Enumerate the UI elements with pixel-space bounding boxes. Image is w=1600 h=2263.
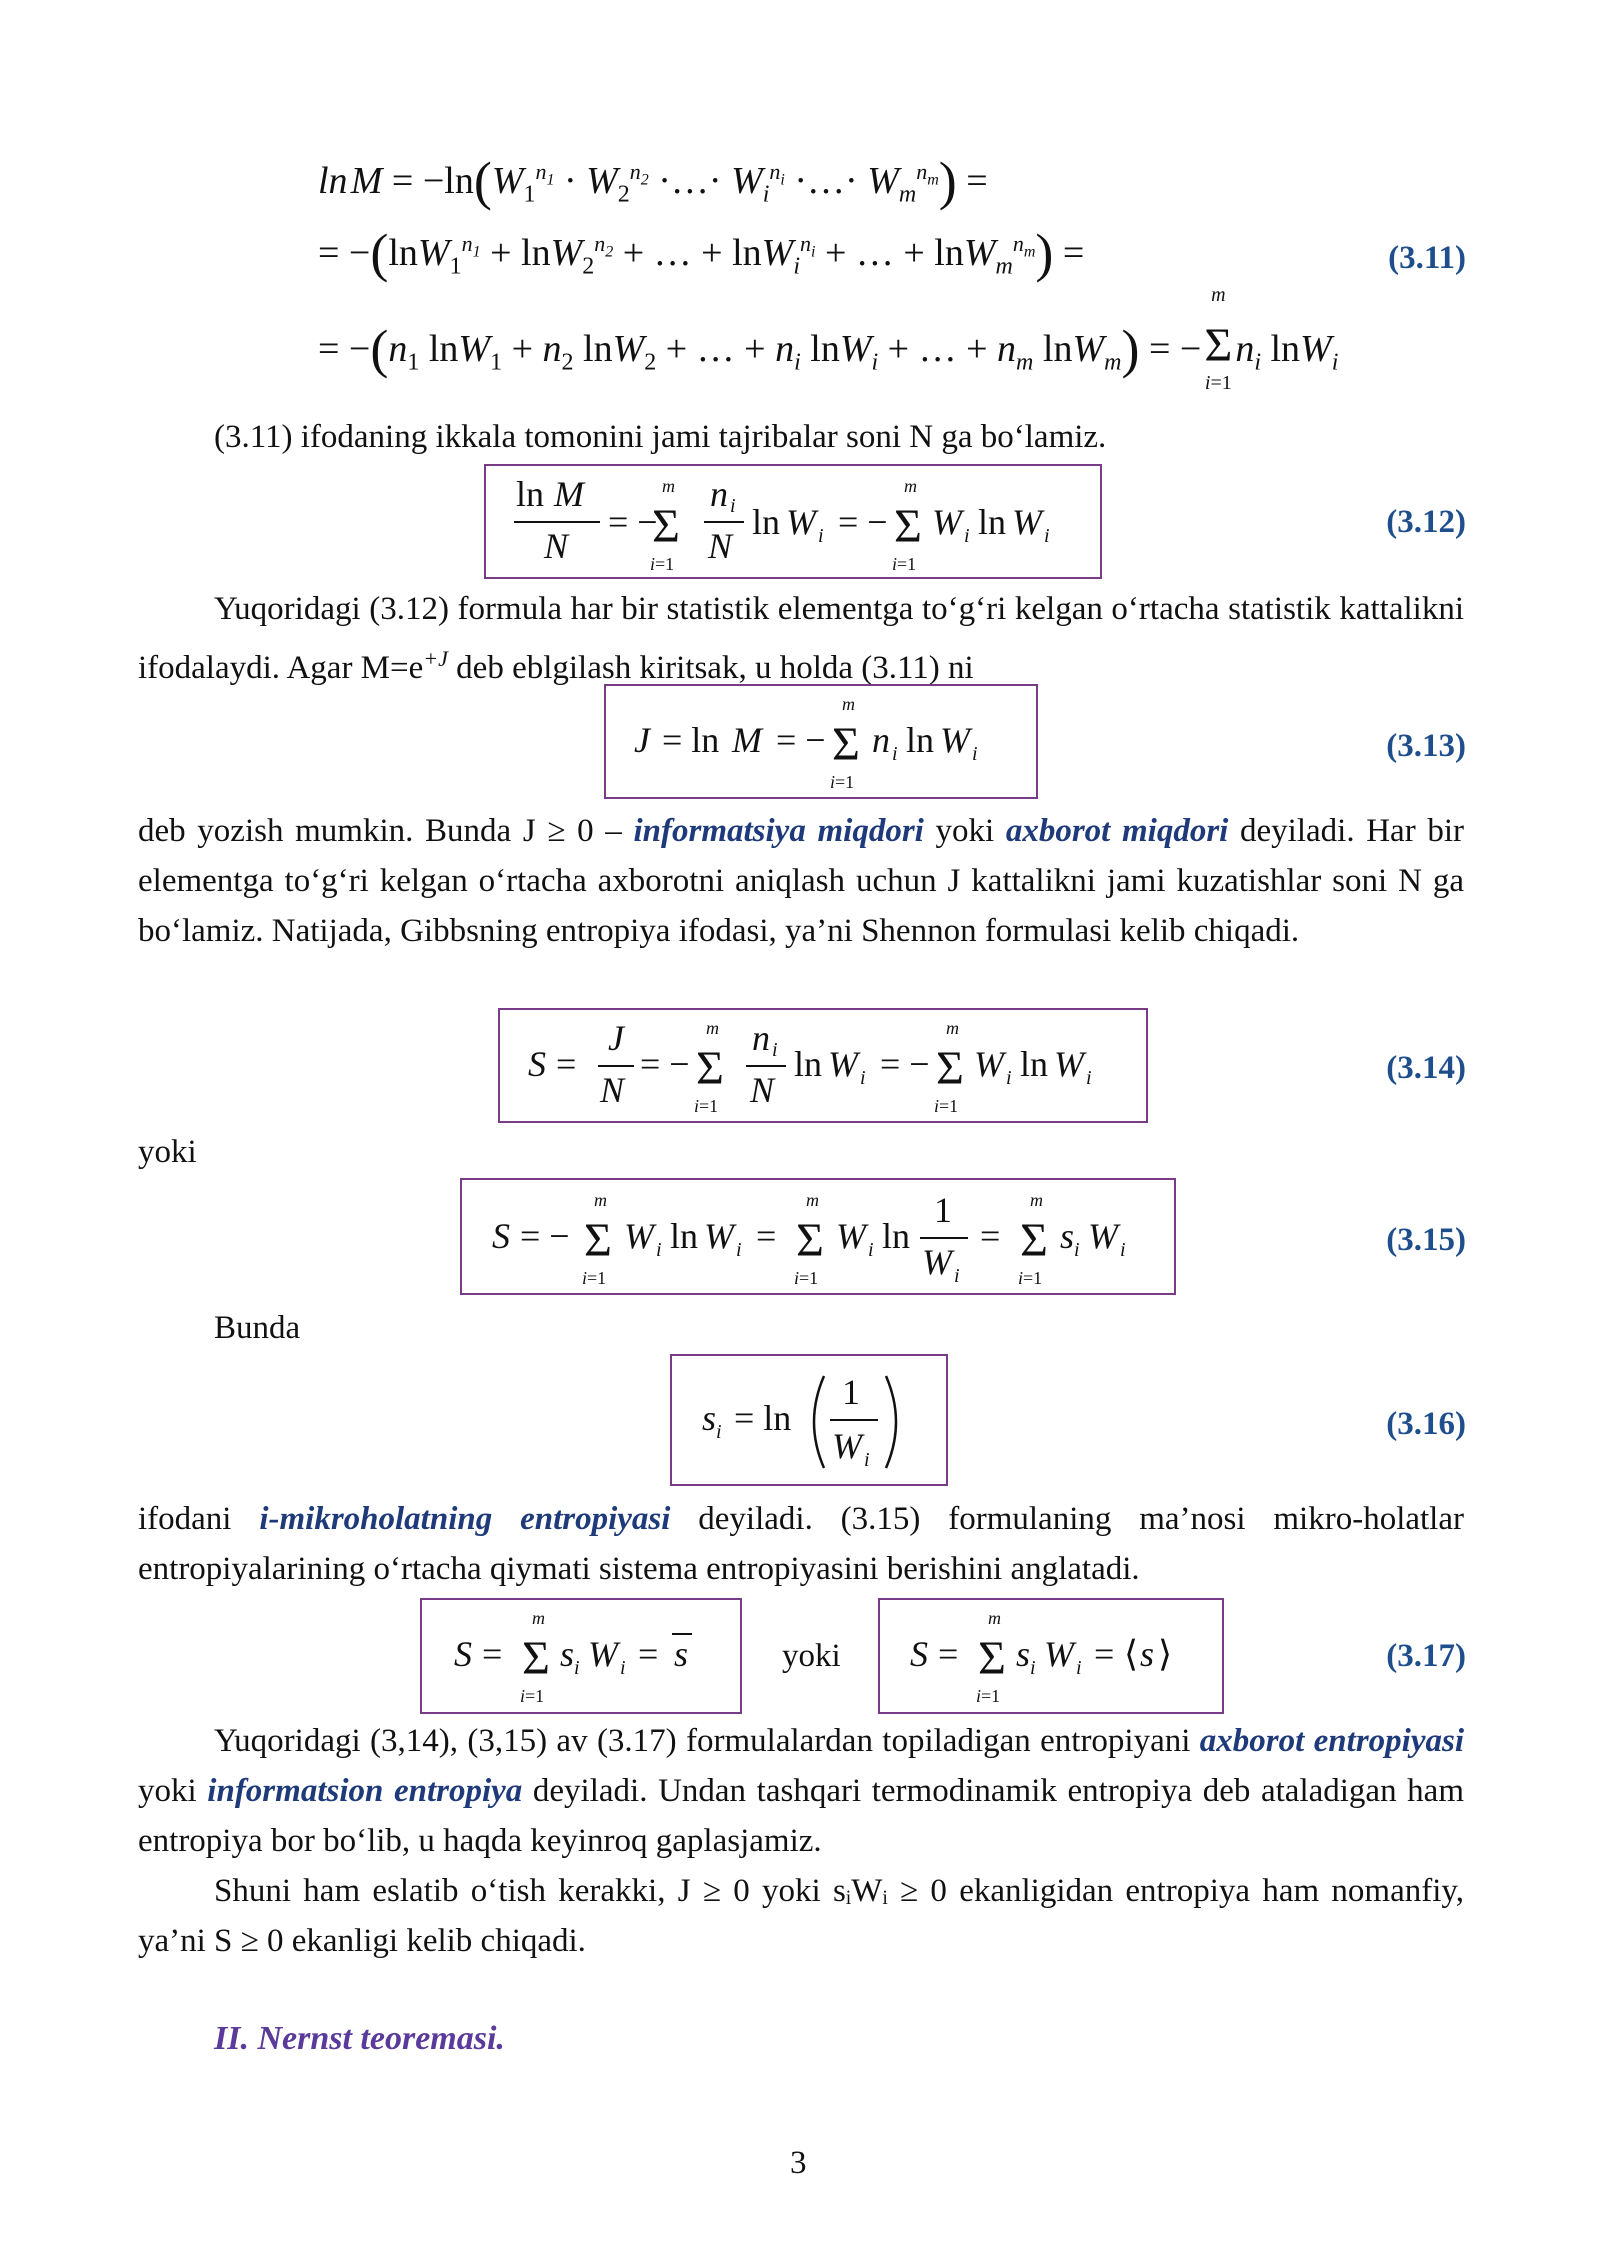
svg-text:i: i <box>716 1421 722 1443</box>
svg-text:m: m <box>532 1608 545 1628</box>
svg-text:=: = <box>938 1634 959 1674</box>
svg-text:= −: = − <box>838 502 888 542</box>
svg-text:= −: = − <box>880 1044 930 1084</box>
svg-text:ln: ln <box>1020 1044 1049 1084</box>
svg-text:S: S <box>910 1634 928 1674</box>
svg-text:m: m <box>842 694 855 714</box>
word-bunda: Bunda <box>214 1310 301 1346</box>
svg-text:i: i <box>1044 525 1050 547</box>
svg-text:i: i <box>1086 1067 1092 1089</box>
svg-text:Σ: Σ <box>796 1214 824 1267</box>
svg-text:J: J <box>634 720 650 760</box>
equation-3-13 <box>632 690 1022 805</box>
svg-text:S: S <box>492 1216 510 1256</box>
equation-number-3-14: (3.14) <box>1386 1050 1466 1086</box>
svg-text:W: W <box>1012 502 1042 542</box>
svg-text:n: n <box>710 474 728 514</box>
svg-text:m: m <box>806 1190 819 1210</box>
svg-text:ln: ln <box>882 1216 911 1256</box>
svg-text:W: W <box>828 1044 858 1084</box>
svg-text:ln: ln <box>752 502 781 542</box>
svg-text:i=1: i=1 <box>794 1268 819 1288</box>
svg-text:i: i <box>1030 1657 1036 1679</box>
word-yoki: yoki <box>138 1134 197 1170</box>
svg-text:W: W <box>836 1216 866 1256</box>
svg-text:i=1: i=1 <box>1018 1268 1043 1288</box>
svg-text:i: i <box>772 1039 778 1061</box>
equation-3-16 <box>700 1362 930 1492</box>
equation-3-14 <box>526 1014 1126 1129</box>
svg-text:i: i <box>972 743 978 765</box>
equation-number-3-15: (3.15) <box>1386 1222 1466 1258</box>
svg-text:Σ: Σ <box>894 500 922 553</box>
paragraph-nonnegative-entropy: Shuni ham eslatib o‘tish kerakki, J ≥ 0 yoki sᵢWᵢ ≥ 0 ekanligidan entropiya ham nomanfiy, ya’ni S ≥ 0 ekanligi kelib chiqadi. <box>138 1873 1464 1959</box>
paragraph-formula-3-12-meaning: Yuqoridagi (3.12) formula har bir statistik elementga to‘g‘ri kelgan o‘rtacha statistik kattalikni ifodalaydi. Agar $M=e^{+J}$ deb eblgilash kiritsak, u holda (3.11) ni <box>138 591 1464 686</box>
svg-text:s: s <box>1016 1634 1031 1674</box>
svg-text:m: m <box>946 1018 959 1038</box>
svg-text:i: i <box>892 743 898 765</box>
svg-text:Σ: Σ <box>832 718 860 771</box>
equation-number-3-16: (3.16) <box>1386 1406 1466 1442</box>
svg-text:=: = <box>980 1216 1001 1256</box>
equation-number-3-13: (3.13) <box>1386 728 1466 764</box>
svg-text:W: W <box>940 720 970 760</box>
term-mikroholat-entropiyasi: i-mikroholatning entropiyasi <box>259 1501 671 1537</box>
svg-text:=: = <box>756 1216 777 1256</box>
svg-text:= −: = − <box>520 1216 570 1256</box>
svg-text:J: J <box>608 1018 624 1058</box>
svg-text:W: W <box>786 502 816 542</box>
svg-text:W: W <box>1044 1634 1074 1674</box>
svg-text:Σ: Σ <box>522 1632 550 1685</box>
svg-text:1: 1 <box>842 1372 860 1412</box>
svg-text:i: i <box>818 525 824 547</box>
term-informatsion-entropiya: informatsion entropiya <box>207 1773 523 1809</box>
equation-3-17-right <box>908 1604 1208 1719</box>
svg-text:i: i <box>954 1265 960 1287</box>
svg-text:i: i <box>574 1657 580 1679</box>
svg-text:i: i <box>1074 1239 1080 1261</box>
svg-text:W: W <box>974 1044 1004 1084</box>
svg-text:s: s <box>560 1634 575 1674</box>
svg-text:N: N <box>544 526 569 566</box>
svg-text:i: i <box>1120 1239 1126 1261</box>
svg-text:s: s <box>1060 1216 1075 1256</box>
svg-text:W: W <box>1088 1216 1118 1256</box>
svg-text:i: i <box>964 525 970 547</box>
equation-3-11-line-1: ln $M = -\ln(W_1^{n_1} \cdot W_2^{n_2}$ ·…· $W_i^{n_i}$ ·…· $W_m^{n_m}$) = <box>318 151 988 211</box>
svg-text:m: m <box>988 1608 1001 1628</box>
svg-text:= −: = − <box>776 720 826 760</box>
svg-text:i=1: i=1 <box>582 1268 607 1288</box>
svg-text:= −: = − <box>608 502 658 542</box>
equation-3-12 <box>512 470 1092 575</box>
svg-text:ln: ln <box>670 1216 699 1256</box>
svg-text:M: M <box>732 720 762 760</box>
svg-text:N: N <box>708 526 733 566</box>
svg-text:N: N <box>750 1070 775 1110</box>
svg-text:ln: ln <box>978 502 1007 542</box>
equation-3-11-line-2: = −(lnW$_1^{n_1}$ + lnW$_2^{n_2}$ + … + lnW$_i^{n_i}$ + … + lnW$_m^{n_m}$) = <box>318 223 1085 283</box>
svg-text:Σ: Σ <box>584 1214 612 1267</box>
svg-text:= ln: = ln <box>734 1398 792 1438</box>
svg-text:s: s <box>702 1398 717 1438</box>
svg-text:i=1: i=1 <box>520 1686 545 1706</box>
word-yoki-between-equations: yoki <box>782 1638 841 1674</box>
svg-text:i=1: i=1 <box>934 1096 959 1116</box>
svg-text:m: m <box>706 1018 719 1038</box>
svg-text:m: m <box>594 1190 607 1210</box>
equation-3-17-left <box>452 1604 732 1719</box>
svg-text:i: i <box>860 1067 866 1089</box>
svg-text:i=1: i=1 <box>892 554 917 574</box>
equation-3-11-line-3: = $-(n_1$ $\ln W_1 + n_2$ lnW$_2$ + … + $n_i$ lnW$_i$ + … + $n_m$ lnW$_m$) = − m Σ i=1 $n_i$ lnW$_i$ <box>318 284 1339 394</box>
paragraph-divide-by-n: (3.11) ifodaning ikkala tomonini jami tajribalar soni N ga bo‘lamiz. <box>214 419 1107 455</box>
equation-number-3-11: (3.11) <box>1388 240 1466 276</box>
svg-text:= −: = − <box>640 1044 690 1084</box>
svg-text:i=1: i=1 <box>976 1686 1001 1706</box>
equation-3-15 <box>490 1186 1160 1301</box>
svg-text:m: m <box>1030 1190 1043 1210</box>
equation-number-3-12: (3.12) <box>1386 504 1466 540</box>
svg-text:W: W <box>624 1216 654 1256</box>
svg-text:S: S <box>528 1044 546 1084</box>
svg-text:Σ: Σ <box>1020 1214 1048 1267</box>
svg-text:i: i <box>868 1239 874 1261</box>
svg-text:Σ: Σ <box>652 500 680 553</box>
svg-text:n: n <box>872 720 890 760</box>
svg-text:i=1: i=1 <box>830 772 855 792</box>
paragraph-microstate-entropy: ifodani i-mikroholatning entropiyasi deyiladi. (3.15) formulaning ma’nosi mikro-holatlar entropiyalarining o‘rtacha qiymati sistema entropiyasini berishini anglatadi. <box>138 1501 1464 1587</box>
svg-text:Σ: Σ <box>978 1632 1006 1685</box>
svg-text:=: = <box>556 1044 577 1084</box>
svg-text:n: n <box>752 1018 770 1058</box>
svg-text:⟩: ⟩ <box>1158 1634 1173 1674</box>
svg-text:i: i <box>1076 1657 1082 1679</box>
svg-text:i=1: i=1 <box>650 554 675 574</box>
svg-text:M: M <box>554 474 584 514</box>
svg-text:W: W <box>832 1426 862 1466</box>
svg-text:W: W <box>932 502 962 542</box>
svg-text:m: m <box>904 476 917 496</box>
svg-text:=: = <box>638 1634 659 1674</box>
svg-text:W: W <box>1054 1044 1084 1084</box>
svg-text:1: 1 <box>934 1190 952 1230</box>
svg-text:=: = <box>1094 1634 1115 1674</box>
svg-text:= ln: = ln <box>662 720 720 760</box>
svg-text:i=1: i=1 <box>694 1096 719 1116</box>
term-axborot-entropiyasi: axborot entropiyasi <box>1199 1723 1464 1759</box>
svg-text:ln: ln <box>794 1044 823 1084</box>
svg-text:⟨: ⟨ <box>1124 1634 1139 1674</box>
term-axborot-miqdori: axborot miqdori <box>1005 813 1229 849</box>
svg-text:Σ: Σ <box>936 1042 964 1095</box>
svg-text:i: i <box>864 1449 870 1471</box>
svg-text:W: W <box>922 1242 952 1282</box>
svg-text:i: i <box>730 495 736 517</box>
term-informatsiya-miqdori: informatsiya miqdori <box>633 813 924 849</box>
svg-text:ln: ln <box>516 474 545 514</box>
svg-text:S: S <box>454 1634 472 1674</box>
paragraph-information-quantity: deb yozish mumkin. Bunda J ≥ 0 – informatsiya miqdori yoki axborot miqdori deyiladi. Har bir elementga to‘g‘ri kelgan o‘rtacha axborotni aniqlash uchun J kattalikni jami kuzatishlar soni N ga bo‘lamiz. Natijada, Gibbsning entropiya ifodasi, ya’ni Shennon formulasi kelib chiqadi. <box>138 813 1465 949</box>
svg-text:N: N <box>600 1070 625 1110</box>
paragraph-information-entropy: Yuqoridagi (3,14), (3,15) av (3.17) formulalardan topiladigan entropiyani axborot entropiyasi yoki informatsion entropiya deyiladi. Undan tashqari termodinamik entropiya deb ataladigan ham entropiya bor bo‘lib, u haqda keyinroq gaplasjamiz. <box>138 1723 1465 1859</box>
svg-text:W: W <box>588 1634 618 1674</box>
svg-text:=: = <box>482 1634 503 1674</box>
svg-text:i: i <box>620 1657 626 1679</box>
svg-text:i: i <box>1006 1067 1012 1089</box>
svg-text:s: s <box>1140 1634 1155 1674</box>
svg-text:i: i <box>736 1239 742 1261</box>
section-heading-nernst: II. Nernst teoremasi. <box>214 2020 505 2057</box>
svg-text:ln: ln <box>906 720 935 760</box>
svg-text:Σ: Σ <box>696 1042 724 1095</box>
svg-text:W: W <box>704 1216 734 1256</box>
svg-text:s: s <box>674 1634 689 1674</box>
equation-number-3-17: (3.17) <box>1386 1638 1466 1674</box>
svg-text:i: i <box>656 1239 662 1261</box>
svg-text:m: m <box>662 476 675 496</box>
page-number: 3 <box>790 2145 807 2181</box>
